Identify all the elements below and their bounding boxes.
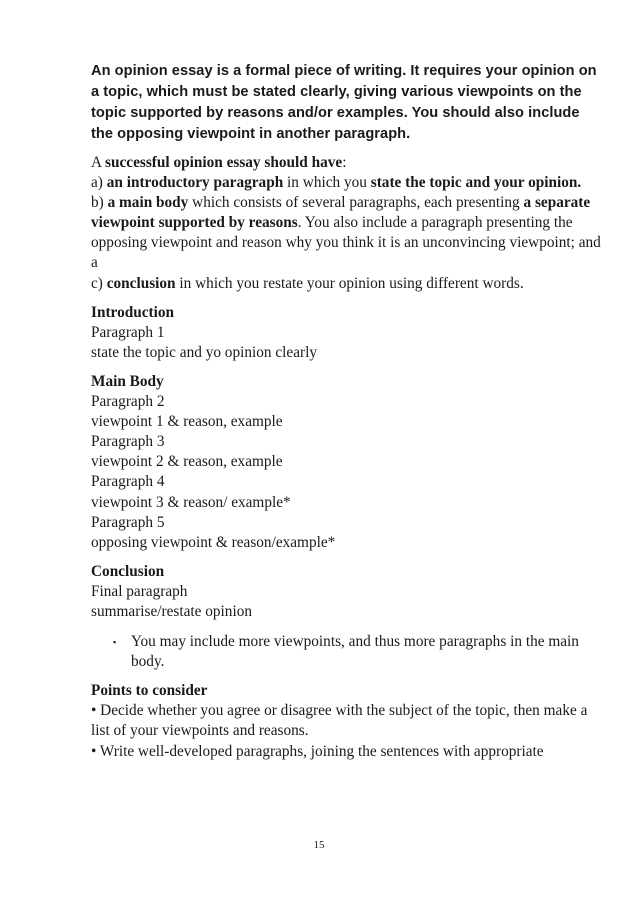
item-b-mid: which consists of several paragraphs, each presenting [188,194,524,212]
item-c-letter: c) [91,274,107,292]
item-b-letter: b) [91,194,108,212]
points-item: • Write well-developed paragraphs, joining the sentences with appropriate [91,742,544,760]
conclusion-section [91,562,603,622]
main-body-line: opposing viewpoint & reason/example* [91,533,336,551]
main-body-line: Paragraph 2 [91,393,165,411]
successful-bold: successful opinion essay should have [105,154,343,171]
item-b-bold1: a main body [107,194,189,212]
successful-suffix: : [342,154,347,171]
main-body-line: Paragraph 3 [91,433,165,451]
document-page [91,61,603,762]
conclusion-heading: Conclusion [91,562,165,580]
item-b-bold2: a separate viewpoint supported by reasons [91,194,591,232]
item-b [91,193,603,273]
introduction-section [91,303,603,363]
main-body-line: Paragraph 5 [91,513,165,531]
intro-paragraph: An opinion essay is a formal piece of writing. It requires your opinion on a topic, which must be stated clearly, giving various viewpoints on the topic supported by reasons and/or examples. You should also include the opposing viewpoint in another paragraph. [91,63,597,142]
conclusion-line: summarise/restate opinion [91,602,253,620]
item-a-bold1: an introductory paragraph [106,174,284,192]
successful-prefix: A [91,154,106,171]
points-heading: Points to consider [91,682,208,700]
note-bullet-item [91,632,603,672]
square-bullet-icon: ▪ [113,637,117,648]
introduction-line: state the topic and yo opinion clearly [91,343,317,361]
item-a-bold2: state the topic and your opinion. [370,174,582,192]
main-body-line: viewpoint 2 & reason, example [91,453,283,471]
successful-essay-block [91,153,603,294]
introduction-line: Paragraph 1 [91,323,165,341]
main-body-line: viewpoint 3 & reason/ example* [91,493,291,511]
main-body-line: viewpoint 1 & reason, example [91,413,283,431]
points-item: • Decide whether you agree or disagree with the subject of the topic, then make a list of your viewpoints and reasons. [91,702,588,740]
points-section [91,681,603,761]
item-a-mid: in which you [283,174,371,192]
note-text: You may include more viewpoints, and thus more paragraphs in the main body. [131,633,579,671]
main-body-heading: Main Body [91,372,164,390]
page-number: 15 [313,839,325,851]
item-c-rest: in which you restate your opinion using different words. [175,274,524,292]
item-a-letter: a) [91,174,107,192]
item-a [91,173,603,193]
conclusion-line: Final paragraph [91,582,188,600]
main-body-line: Paragraph 4 [91,473,165,491]
main-body-section [91,372,603,553]
item-b-rest: . You also include a paragraph presenting the opposing viewpoint and reason why you think it is an unconvincing viewpoint; and a [91,214,601,272]
introduction-heading: Introduction [91,303,175,321]
item-c [91,274,603,294]
item-c-bold1: conclusion [106,274,176,292]
